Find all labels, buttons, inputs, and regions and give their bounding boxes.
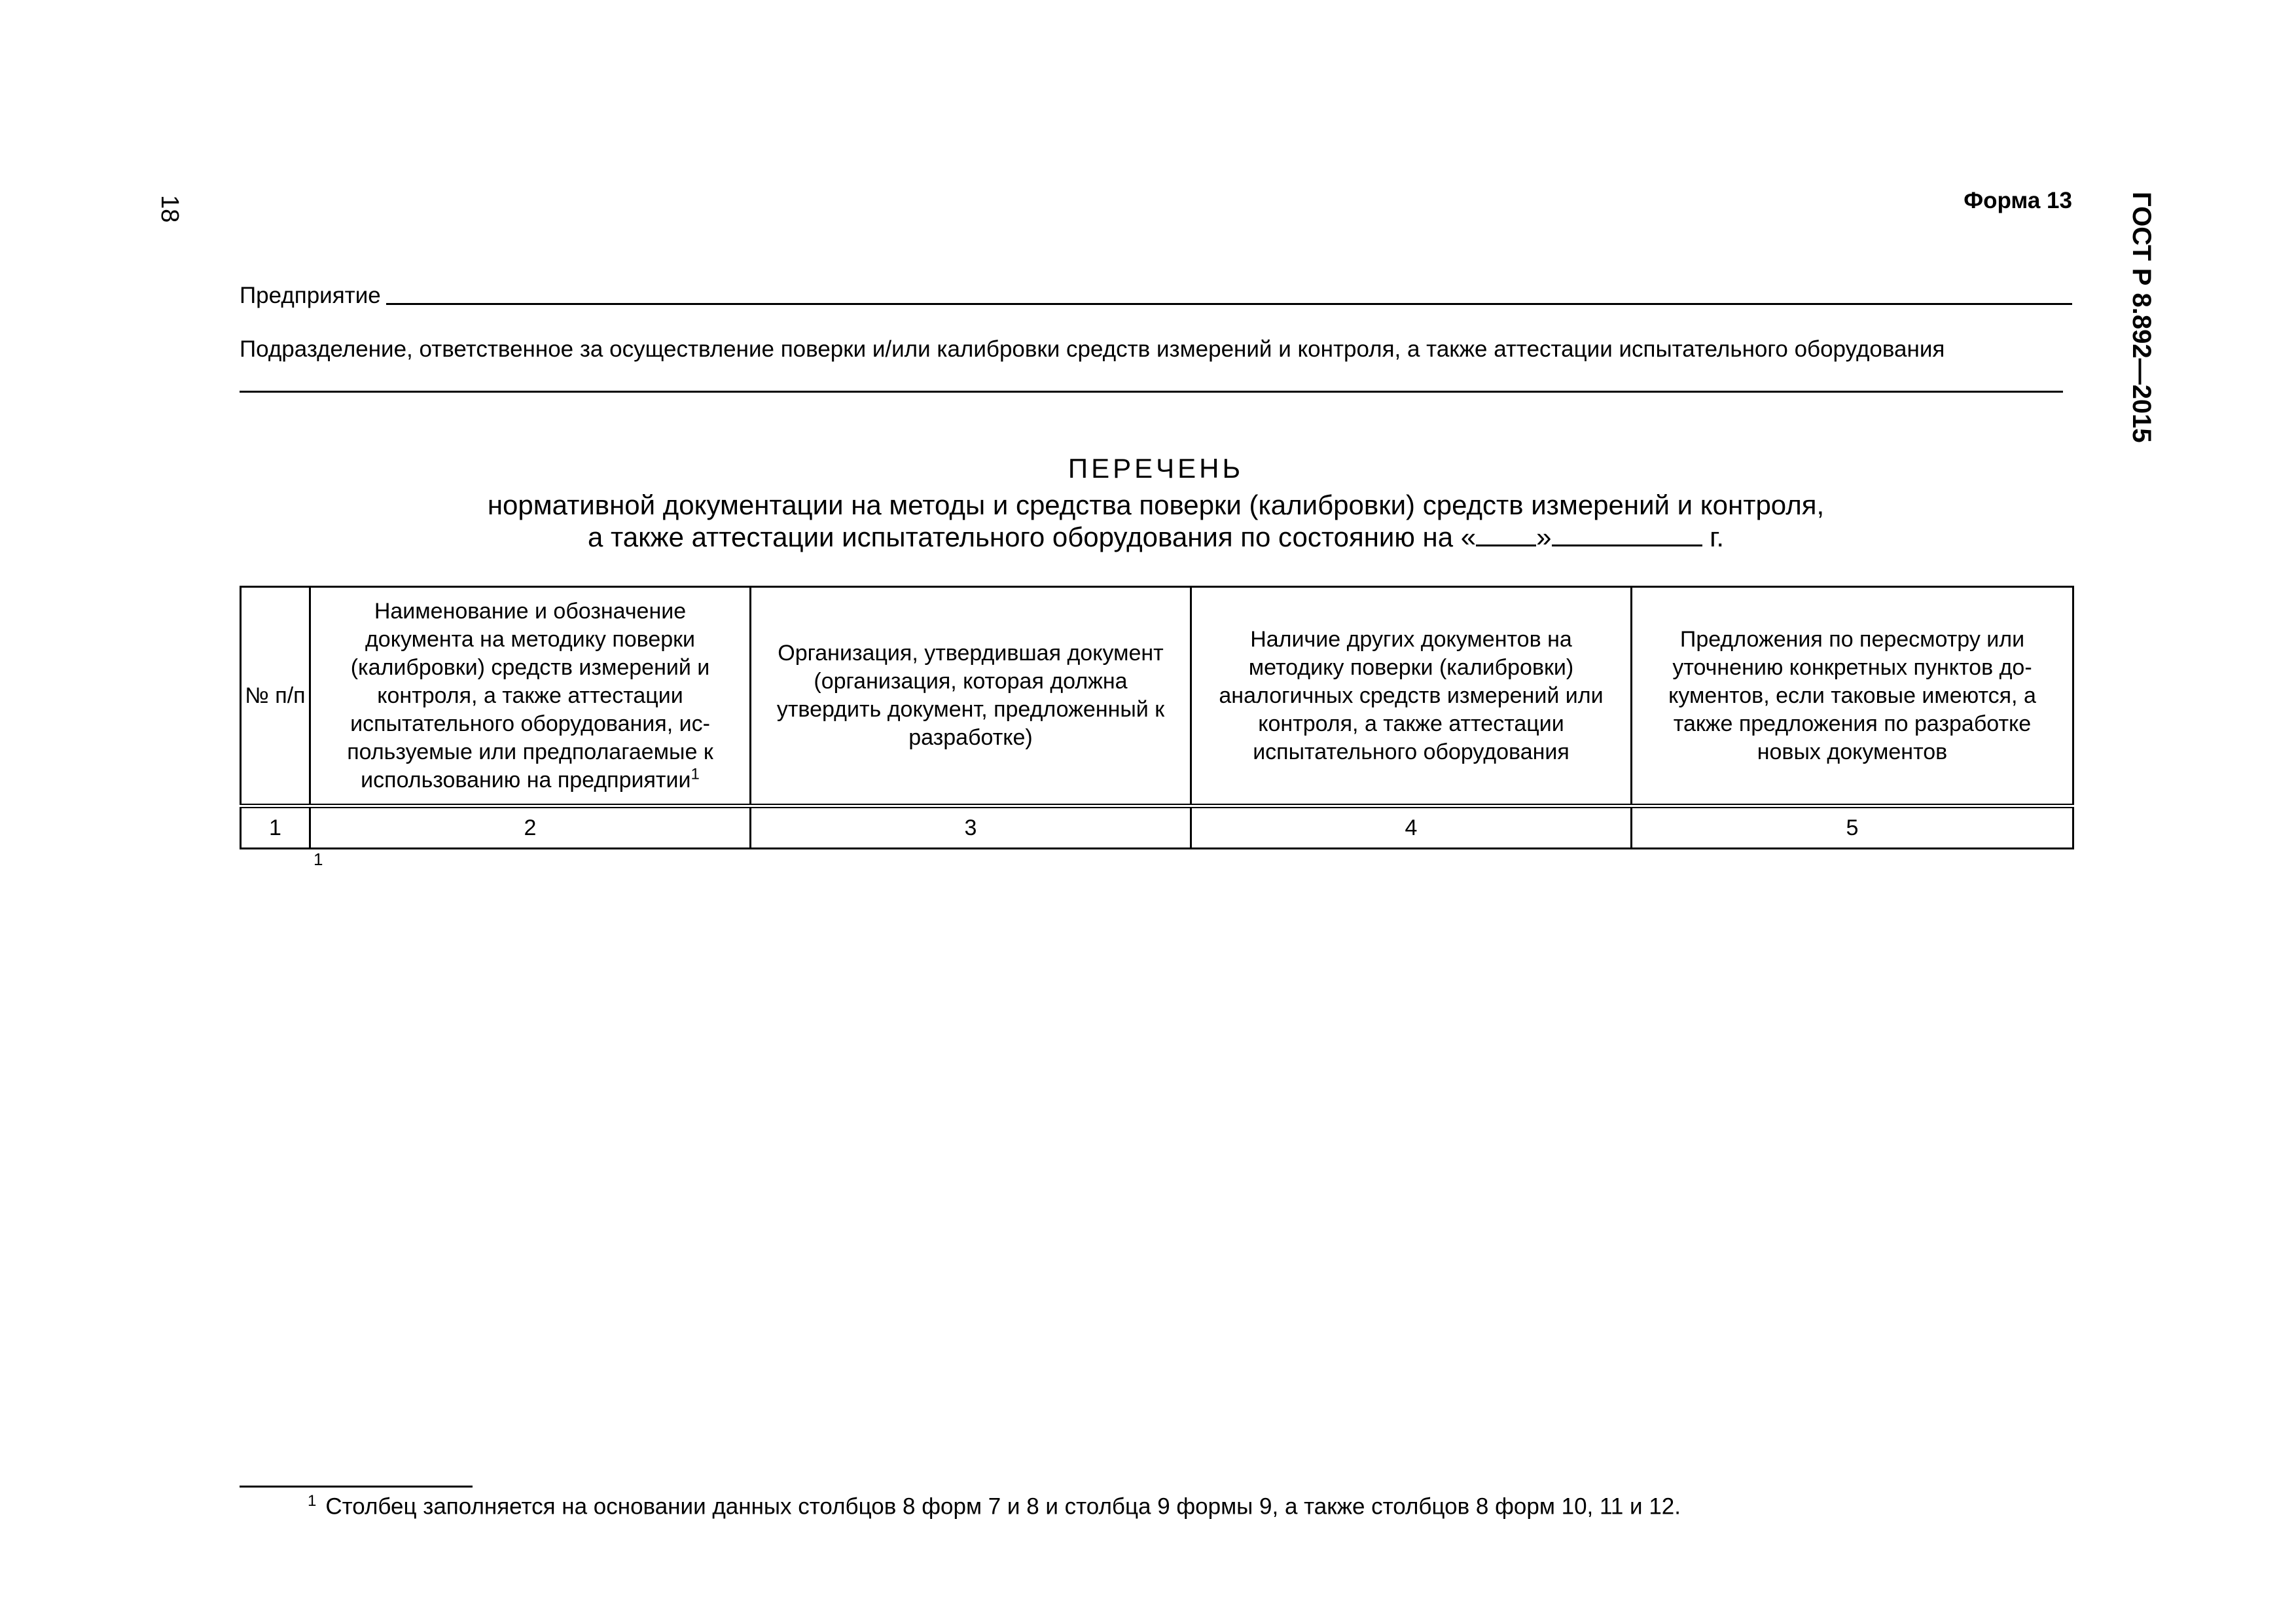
enterprise-field: [240, 277, 2072, 309]
column-number: 1: [241, 806, 310, 849]
footnote: [308, 1492, 1681, 1520]
column-number: 4: [1191, 806, 1632, 849]
stray-mark: 1: [314, 849, 323, 869]
subtitle-prefix: а также аттестации испытательного оборудования по состоянию на «: [587, 522, 1477, 552]
subtitle-suffix: г.: [1702, 522, 1725, 552]
month-blank: [1552, 521, 1702, 546]
column-number: 5: [1632, 806, 2073, 849]
column-number: 2: [310, 806, 751, 849]
subtitle-line-1: нормативной документации на методы и средства поверки (калибровки) средств измерений и контроля,: [487, 490, 1825, 520]
footnote-mark: 1: [308, 1492, 317, 1510]
subtitle-line-2: [240, 521, 2072, 553]
subdivision-label: Подразделение, ответственное за осуществление поверки и/или калибровки средств измерений и контроля, а также аттестации испытательного оборудования: [240, 336, 1945, 362]
footnote-text: Столбец заполняется на основании данных столбцов 8 форм 7 и 8 и столбца 9 формы 9, а также столбцов 8 форм 10, 11 и 12.: [325, 1493, 1681, 1520]
header-footnote-mark: 1: [691, 765, 700, 783]
list-subtitle: [240, 490, 2072, 553]
documents-table: [240, 586, 2074, 849]
day-blank: [1476, 521, 1536, 546]
page-number: 18: [156, 195, 183, 223]
enterprise-line: [386, 302, 2072, 305]
header-organization: Организация, утвердившая документ (организация, которая должна утвердить документ, предложенный к разработке): [751, 587, 1191, 806]
header-proposals: Предложения по пересмотру или уточнению конкретных пунктов документов, если таковые имеются, а также предложения по разработке новых документов: [1632, 587, 2073, 806]
column-numbers-row: [241, 806, 2073, 849]
footnote-separator: [240, 1486, 473, 1488]
column-number: 3: [751, 806, 1191, 849]
subtitle-mid: »: [1536, 522, 1552, 552]
header-document-name: [310, 587, 751, 806]
header-document-name-text: Наименование и обозначение документа на методику поверки (калибровки) средств измерений и контроля, а также аттестации испытательного оборудования, используемые или предполагаемые к использованию на предприятии: [347, 598, 713, 793]
subdivision-line: [240, 391, 2063, 393]
header-other-documents: Наличие других документов на методику поверки (калибровки) аналогичных средств измерений или контроля, а также аттестации испытательного оборудования: [1191, 587, 1632, 806]
standard-code: ГОСТ Р 8.892—2015: [2127, 192, 2156, 443]
header-number: № п/п: [241, 587, 310, 806]
list-title: ПЕРЕЧЕНЬ: [1067, 453, 1244, 484]
enterprise-label: Предприятие: [240, 283, 381, 308]
form-label: Форма 13: [1964, 188, 2072, 213]
table-header-row: [241, 587, 2073, 806]
